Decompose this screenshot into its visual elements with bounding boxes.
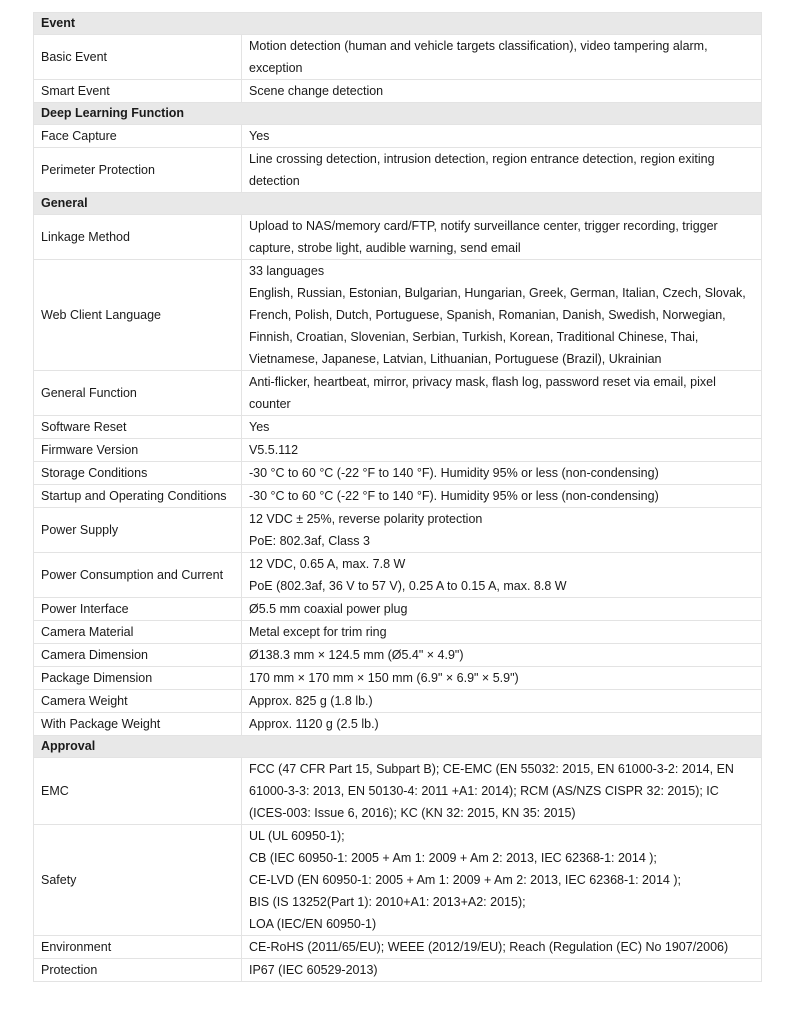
spec-row — [34, 936, 762, 959]
spec-label: General Function — [34, 371, 242, 416]
spec-row — [34, 148, 762, 193]
spec-row — [34, 690, 762, 713]
spec-label: Safety — [34, 825, 242, 936]
spec-row — [34, 371, 762, 416]
spec-label: Software Reset — [34, 416, 242, 439]
spec-label: Camera Material — [34, 621, 242, 644]
spec-label: Camera Weight — [34, 690, 242, 713]
spec-row — [34, 508, 762, 553]
spec-label: Face Capture — [34, 125, 242, 148]
spec-value: CE-RoHS (2011/65/EU); WEEE (2012/19/EU); Reach (Regulation (EC) No 1907/2006) — [242, 936, 762, 959]
spec-value: FCC (47 CFR Part 15, Subpart B); CE-EMC (EN 55032: 2015, EN 61000-3-2: 2014, EN 61000-3-3: 2013, EN 50130-4: 2011 +A1: 2014); RCM (AS/NZS CISPR 32: 2015); IC (ICES-003: Issue 6, 2016); KC (KN 32: 2015, KN 35: 2015) — [242, 758, 762, 825]
spec-value: Yes — [242, 416, 762, 439]
section-title: Approval — [34, 736, 762, 758]
spec-row — [34, 485, 762, 508]
spec-value: V5.5.112 — [242, 439, 762, 462]
spec-row — [34, 713, 762, 736]
spec-label: Basic Event — [34, 35, 242, 80]
spec-label: Power Consumption and Current — [34, 553, 242, 598]
spec-value: Ø138.3 mm × 124.5 mm (Ø5.4" × 4.9") — [242, 644, 762, 667]
spec-row — [34, 621, 762, 644]
spec-value: -30 °C to 60 °C (-22 °F to 140 °F). Humidity 95% or less (non-condensing) — [242, 485, 762, 508]
spec-value: Anti-flicker, heartbeat, mirror, privacy mask, flash log, password reset via email, pixel counter — [242, 371, 762, 416]
spec-label: Power Supply — [34, 508, 242, 553]
spec-row — [34, 35, 762, 80]
spec-row — [34, 598, 762, 621]
spec-label: Storage Conditions — [34, 462, 242, 485]
spec-row — [34, 80, 762, 103]
section-header — [34, 103, 762, 125]
section-header — [34, 736, 762, 758]
spec-value: 12 VDC ± 25%, reverse polarity protection PoE: 802.3af, Class 3 — [242, 508, 762, 553]
spec-row — [34, 758, 762, 825]
spec-label: Power Interface — [34, 598, 242, 621]
spec-value: Metal except for trim ring — [242, 621, 762, 644]
spec-row — [34, 644, 762, 667]
spec-label: Perimeter Protection — [34, 148, 242, 193]
spec-value: Line crossing detection, intrusion detection, region entrance detection, region exiting detection — [242, 148, 762, 193]
spec-row — [34, 125, 762, 148]
spec-value: 33 languages English, Russian, Estonian, Bulgarian, Hungarian, Greek, German, Italian, Czech, Slovak, French, Polish, Dutch, Portuguese, Spanish, Romanian, Danish, Swedish, Norwegian, Finnish, Croatian, Slovenian, Serbian, Turkish, Korean, Traditional Chinese, Thai, Vietnamese, Japanese, Latvian, Lithuanian, Portuguese (Brazil), Ukrainian — [242, 260, 762, 371]
section-title: Deep Learning Function — [34, 103, 762, 125]
spec-value: Motion detection (human and vehicle targets classification), video tampering alarm, exception — [242, 35, 762, 80]
spec-value: Ø5.5 mm coaxial power plug — [242, 598, 762, 621]
spec-label: Environment — [34, 936, 242, 959]
spec-table — [33, 12, 762, 982]
spec-value: Yes — [242, 125, 762, 148]
spec-label: Package Dimension — [34, 667, 242, 690]
spec-table-body — [34, 13, 762, 982]
spec-row — [34, 215, 762, 260]
spec-label: EMC — [34, 758, 242, 825]
spec-label: Smart Event — [34, 80, 242, 103]
spec-row — [34, 553, 762, 598]
spec-value: Approx. 825 g (1.8 lb.) — [242, 690, 762, 713]
spec-row — [34, 439, 762, 462]
section-title: General — [34, 193, 762, 215]
section-header — [34, 193, 762, 215]
spec-label: Camera Dimension — [34, 644, 242, 667]
spec-label: Protection — [34, 959, 242, 982]
section-header — [34, 13, 762, 35]
spec-value: IP67 (IEC 60529-2013) — [242, 959, 762, 982]
spec-row — [34, 667, 762, 690]
spec-value: Approx. 1120 g (2.5 lb.) — [242, 713, 762, 736]
spec-label: Web Client Language — [34, 260, 242, 371]
spec-value: UL (UL 60950-1); CB (IEC 60950-1: 2005 + Am 1: 2009 + Am 2: 2013, IEC 62368-1: 2014 ); CE-LVD (EN 60950-1: 2005 + Am 1: 2009 + Am 2: 2013, IEC 62368-1: 2014 ); BIS (IS 13252(Part 1): 2010+A1: 2013+A2: 2015); LOA (IEC/EN 60950-1) — [242, 825, 762, 936]
spec-label: Startup and Operating Conditions — [34, 485, 242, 508]
spec-value: Upload to NAS/memory card/FTP, notify surveillance center, trigger recording, trigger capture, strobe light, audible warning, send email — [242, 215, 762, 260]
spec-label: With Package Weight — [34, 713, 242, 736]
spec-value: 170 mm × 170 mm × 150 mm (6.9" × 6.9" × 5.9") — [242, 667, 762, 690]
section-title: Event — [34, 13, 762, 35]
spec-row — [34, 462, 762, 485]
spec-label: Linkage Method — [34, 215, 242, 260]
spec-row — [34, 959, 762, 982]
spec-row — [34, 260, 762, 371]
spec-label: Firmware Version — [34, 439, 242, 462]
spec-value: 12 VDC, 0.65 A, max. 7.8 W PoE (802.3af, 36 V to 57 V), 0.25 A to 0.15 A, max. 8.8 W — [242, 553, 762, 598]
spec-row — [34, 416, 762, 439]
spec-row — [34, 825, 762, 936]
spec-value: -30 °C to 60 °C (-22 °F to 140 °F). Humidity 95% or less (non-condensing) — [242, 462, 762, 485]
spec-value: Scene change detection — [242, 80, 762, 103]
